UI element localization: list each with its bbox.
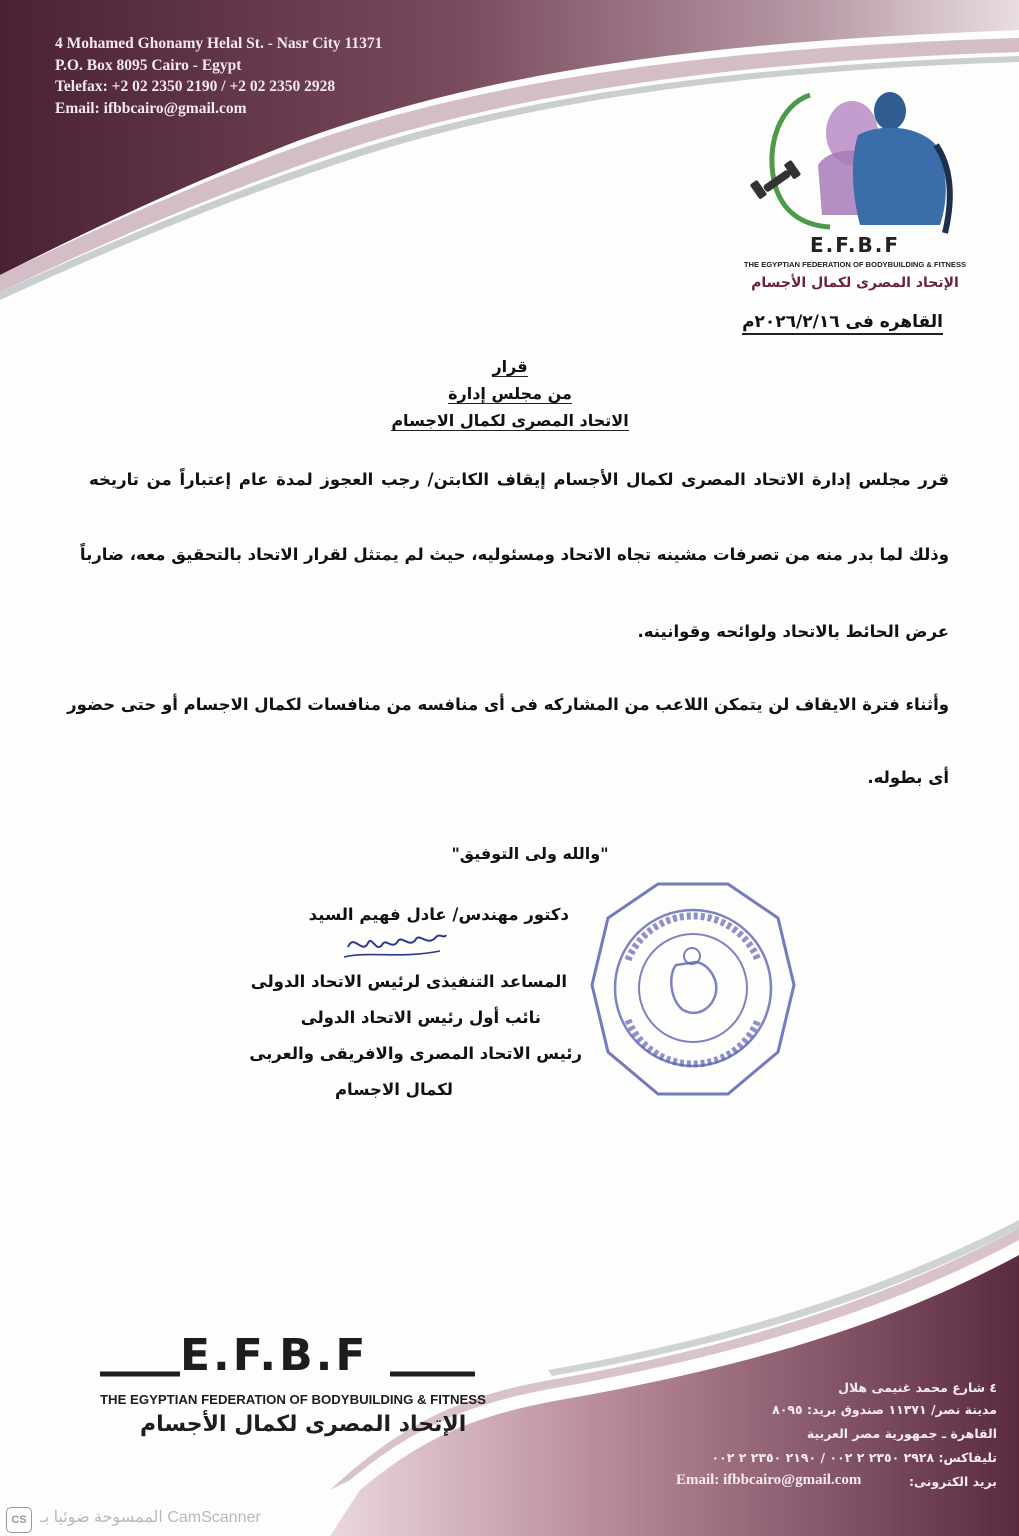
decision-subtitle [300,384,720,403]
title-line-3: الاتحاد المصرى لكمال الاجسام [391,411,629,430]
signatory-title-4: لكمال الاجسام [334,1080,453,1099]
header-contact [55,33,382,119]
letter-date: القاهره فى ٢٠٢٦/٢/١٦م [742,312,943,335]
body-line-2: وذلك لما بدر منه من تصرفات مشينه تجاه الاتحاد ومسئوليه، حيث لم يمتثل لقرار الاتحاد بالتحقيق معه، ضارباً [79,545,949,564]
signatory-title-3: رئيس الاتحاد المصرى والافريقى والعربى [249,1044,582,1063]
decision-title [300,357,720,376]
federation-logo-bottom [100,1330,486,1440]
signatory-title-2: نائب أول رئيس الاتحاد الدولى [300,1008,541,1027]
official-stamp-icon [588,880,798,1100]
footer-email: Email: ifbbcairo@gmail.com [676,1472,862,1488]
logo-abbr-bottom: E.F.B.F [180,1330,369,1381]
handwritten-signature [340,925,450,967]
signatory-title-1: المساعد التنفيذى لرئيس الاتحاد الدولى [250,972,567,991]
scanner-watermark [0,1500,330,1536]
footer-ar-email-label: بريد الكترونى: [909,1474,997,1489]
closing-phrase: "والله ولى التوفيق" [451,844,609,863]
footer-ar-city: القاهرة ـ جمهورية مصر العربية [806,1426,997,1441]
body-line-1: قرر مجلس إدارة الاتحاد المصرى لكمال الأجسام إيقاف الكابتن/ رجب العجوز لمدة عام إعتباراً من تاريخه [89,470,949,489]
header-telefax: Telefax: +2 02 2350 2190 / +2 02 2350 2928 [55,78,336,95]
federation-logo-top [740,85,970,300]
logo-federation-en-top: THE EGYPTIAN FEDERATION OF BODYBUILDING & FITNESS [743,260,967,269]
header-email: Email: ifbbcairo@gmail.com [55,99,247,117]
logo-federation-ar-top: الإتحاد المصرى لكمال الأجسام [751,275,959,291]
logo-federation-en-bottom: THE EGYPTIAN FEDERATION OF BODYBUILDING & FITNESS [100,1392,486,1407]
footer-ar-telefax: تليفاكس: ٢٩٢٨ ٢٣٥٠ ٢ ٠٠٢ / ٢١٩٠ ٢٣٥٠ ٢ ٠٠٢ [711,1450,997,1465]
header-address: 4 Mohamed Ghonamy Helal St. - Nasr City 11371 [55,35,383,52]
body-line-5: أى بطوله. [867,768,949,787]
logo-abbr-top: E.F.B.F [809,233,901,257]
body-line-4: وأثناء فترة الايقاف لن يتمكن اللاعب من المشاركه فى أى منافسه من منافسات لكمال الاجسام أو حتى حضور [67,695,949,714]
body-line-3: عرض الحائط بالاتحاد ولوائحه وقوانينه. [637,622,949,641]
footer-ar-po-box: مدينة نصر/ ١١٣٧١ صندوق بريد: ٨٠٩٥ [772,1402,997,1417]
camscanner-icon: CS [6,1507,32,1533]
logo-federation-ar-bottom: الإتحاد المصرى لكمال الأجسام [140,1412,467,1437]
title-line-2: من مجلس إدارة [448,384,572,403]
title-line-1: قرار [492,357,528,376]
watermark-text: الممسوحة ضوئيا بـ CamScanner [40,1509,261,1526]
header-po-box: P.O. Box 8095 Cairo - Egypt [55,56,242,74]
footer-ar-address: ٤ شارع محمد غنيمى هلال [838,1380,997,1395]
signatory-name: دكتور مهندس/ عادل فهيم السيد [308,905,569,924]
decision-federation [300,411,720,430]
bodybuilder-logo-icon [740,85,970,235]
